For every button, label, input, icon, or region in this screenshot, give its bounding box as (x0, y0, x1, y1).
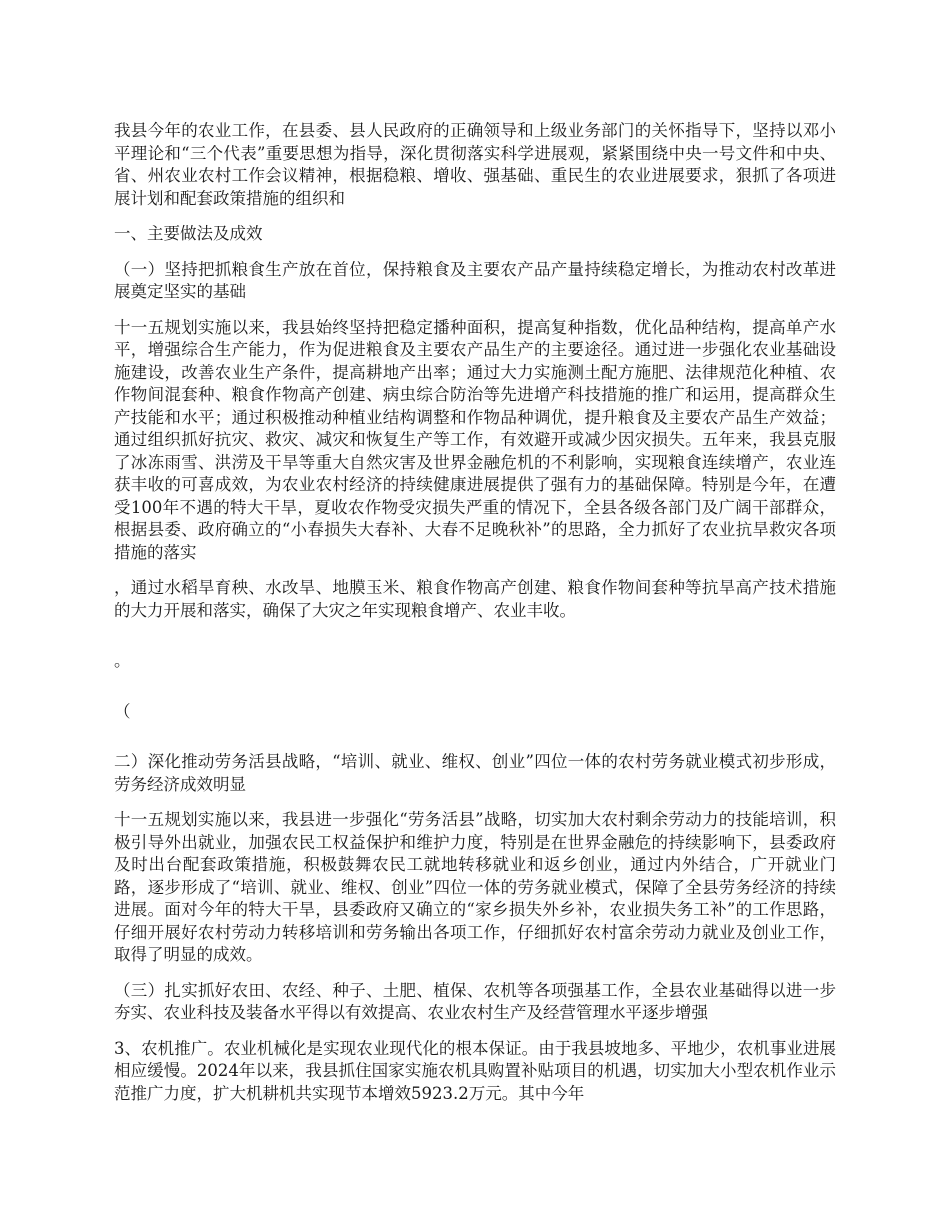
subsection-heading-labor-strategy: 二）深化推动劳务活县战略，“培训、就业、维权、创业”四位一体的农村劳务就业模式初步形成，劳务经济成效明显 (114, 752, 836, 794)
drought-measures-paragraph: ，通过水稻旱育秧、水改旱、地膜玉米、粮食作物高产创建、粮食作物间套种等抗旱高产技术措施的大力开展和落实，确保了大灾之年实现粮食增产、农业丰收。 (114, 578, 836, 620)
intro-paragraph: 我县今年的农业工作，在县委、县人民政府的正确领导和上级业务部门的关怀指导下，坚持以邓小平理论和“三个代表”重要思想为指导，深化贯彻落实科学进展观，紧紧围绕中央一号文件和中央、省、州农业农村工作会议精神，根据稳粮、增收、强基础、重民生的农业进展要求，狠抓了各项进展计划和配套政策措施的组织和 (114, 121, 836, 208)
agri-machinery-paragraph: 3、农机推广。农业机械化是实现农业现代化的根本保证。由于我县坡地多、平地少，农机事业进展相应缓慢。2024年以来，我县抓住国家实施农机具购置补贴项目的机遇，切实加大小型农机作业示范推广力度，扩大机耕机共实现节本增效5923.2万元。其中今年 (114, 1038, 836, 1103)
document-body (114, 120, 836, 1118)
subsection-heading-grain-production: （一）坚持把抓粮食生产放在首位，保持粮食及主要农产品产量持续稳定增长，为推动农村改革进展奠定坚实的基础 (114, 259, 836, 301)
subsection-heading-infrastructure: （三）扎实抓好农田、农经、种子、土肥、植保、农机等各项强基工作，全县农业基础得以进一步夯实、农业科技及装备水平得以有效提高、农业农村生产及经营管理水平逐步增强 (114, 980, 836, 1022)
stray-parenthesis-line: （ (114, 701, 131, 721)
stray-period-line: 。 (114, 651, 131, 670)
labor-strategy-paragraph: 十一五规划实施以来，我县进一步强化“劳务活县”战略，切实加大农村剩余劳动力的技能培训，积极引导外出就业，加强农民工权益保护和维护力度，特别是在世界金融危的持续影响下，县委政府及时出台配套政策措施，积极鼓舞农民工就地转移就业和返乡创业，通过内外结合，广开就业门路，逐步形成了“培训、就业、维权、创业”四位一体的劳务就业模式，保障了全县劳务经济的持续进展。面对今年的特大干旱，县委政府又确立的“家乡损失外乡补，农业损失务工补”的工作思路，仔细开展好农村劳动力转移培训和劳务输出各项工作，仔细抓好农村富余劳动力就业及创业工作，取得了明显的成效。 (114, 810, 836, 964)
grain-production-paragraph: 十一五规划实施以来，我县始终坚持把稳定播种面积，提高复种指数，优化品种结构，提高单产水平，增强综合生产能力，作为促进粮食及主要农产品生产的主要途径。通过进一步强化农业基础设施建设，改善农业生产条件，提高耕地产出率；通过大力实施测土配方施肥、法律规范化种植、农作物间混套种、粮食作物高产创建、病虫综合防治等先进增产科技措施的推广和运用，提高群众生产技能和水平；通过积极推动种植业结构调整和作物品种调优，提升粮食及主要农产品生产效益；通过组织抓好抗灾、救灾、减灾和恢复生产等工作，有效避开或减少因灾损失。五年来，我县克服了冰冻雨雪、洪涝及干旱等重大自然灾害及世界金融危机的不利影响，实现粮食连续增产，农业连获丰收的可喜成效，为农业农村经济的持续健康进展提供了强有力的基础保障。特别是今年，在遭受100年不遇的特大干旱，夏收农作物受灾损失严重的情况下，全县各级各部门及广阔干部群众，根据县委、政府确立的“小春损失大春补、大春不足晚秋补”的思路，全力抓好了农业抗旱救灾各项措施的落实 (114, 317, 836, 562)
section-heading-main-practices: 一、主要做法及成效 (114, 224, 263, 243)
